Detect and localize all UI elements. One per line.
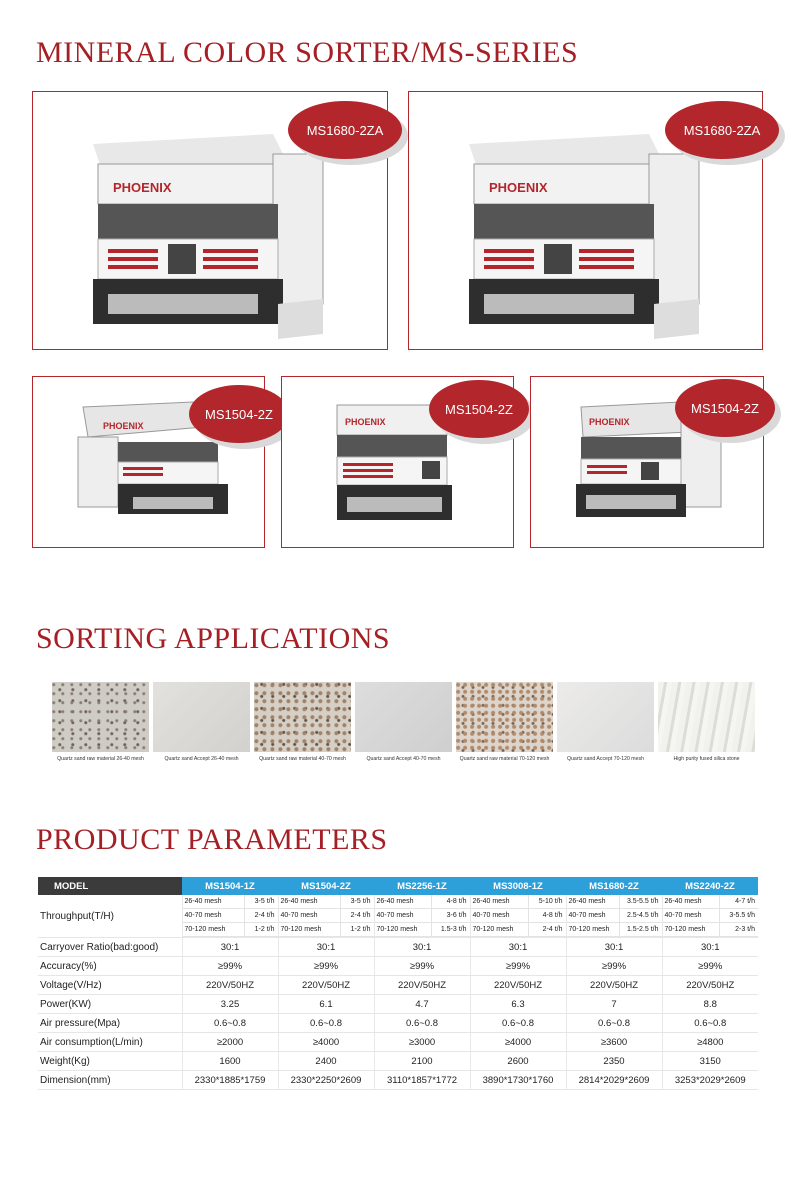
sample-caption: Quartz sand raw material 26-40 mesh bbox=[57, 756, 144, 762]
parameter-value: ≥99% bbox=[662, 957, 758, 976]
row-label: Weight(Kg) bbox=[38, 1052, 182, 1071]
parameter-value: 220V/50HZ bbox=[182, 976, 278, 995]
parameter-value: ≥99% bbox=[374, 957, 470, 976]
sample-caption: High purity fused silica stone bbox=[673, 756, 740, 762]
parameter-value: 0.6~0.8 bbox=[278, 1014, 374, 1033]
brand-logo: PHOENIX bbox=[113, 180, 172, 195]
application-sample bbox=[52, 682, 149, 762]
parameter-row bbox=[38, 1052, 758, 1071]
parameter-value: 4.7 bbox=[374, 995, 470, 1014]
model-column-header: MS1504-2Z bbox=[278, 877, 374, 895]
parameter-value: 6.3 bbox=[470, 995, 566, 1014]
mesh-label: 26-40 mesh bbox=[279, 895, 341, 909]
product-card[interactable] bbox=[408, 91, 763, 350]
application-sample bbox=[355, 682, 452, 762]
parameter-value: 2814*2029*2609 bbox=[566, 1071, 662, 1090]
throughput-rate: 4-8 t/h bbox=[431, 895, 469, 909]
throughput-rate: 2-4 t/h bbox=[244, 909, 277, 923]
throughput-row bbox=[38, 895, 758, 938]
brand-logo: PHOENIX bbox=[489, 180, 548, 195]
parameter-value: 3253*2029*2609 bbox=[662, 1071, 758, 1090]
product-card[interactable] bbox=[32, 376, 273, 548]
application-sample bbox=[557, 682, 654, 762]
throughput-cell bbox=[470, 895, 566, 938]
application-sample bbox=[153, 682, 250, 762]
row-label: Air consumption(L/min) bbox=[38, 1033, 182, 1052]
model-column-header: MS2240-2Z bbox=[662, 877, 758, 895]
parameter-value: ≥99% bbox=[182, 957, 278, 976]
parameter-value: 1600 bbox=[182, 1052, 278, 1071]
parameter-value: 2400 bbox=[278, 1052, 374, 1071]
row-label: Throughput(T/H) bbox=[38, 895, 182, 938]
row-label: Dimension(mm) bbox=[38, 1071, 182, 1090]
sample-swatch bbox=[52, 682, 149, 752]
parameter-value: 3110*1857*1772 bbox=[374, 1071, 470, 1090]
throughput-cell bbox=[278, 895, 374, 938]
row-label: Power(KW) bbox=[38, 995, 182, 1014]
throughput-rate: 2-4 t/h bbox=[529, 923, 566, 937]
throughput-rate: 1-2 t/h bbox=[244, 923, 277, 937]
throughput-rate: 3-5 t/h bbox=[340, 895, 373, 909]
model-badge: MS1680-2ZA bbox=[288, 101, 402, 159]
throughput-rate: 3-5.5 t/h bbox=[720, 909, 758, 923]
sample-swatch bbox=[355, 682, 452, 752]
mesh-label: 40-70 mesh bbox=[663, 909, 720, 923]
parameter-row bbox=[38, 1071, 758, 1090]
mesh-label: 70-120 mesh bbox=[183, 923, 245, 937]
parameter-row bbox=[38, 995, 758, 1014]
throughput-cell bbox=[182, 895, 278, 938]
model-column-header: MS1680-2Z bbox=[566, 877, 662, 895]
mesh-label: 26-40 mesh bbox=[183, 895, 245, 909]
machine-image bbox=[449, 124, 699, 344]
parameter-value: ≥99% bbox=[278, 957, 374, 976]
throughput-rate: 4-8 t/h bbox=[529, 909, 566, 923]
parameter-value: 30:1 bbox=[374, 938, 470, 957]
application-samples bbox=[52, 682, 755, 762]
sample-swatch bbox=[153, 682, 250, 752]
row-label: Accuracy(%) bbox=[38, 957, 182, 976]
parameter-value: 3.25 bbox=[182, 995, 278, 1014]
section-title-parameters: PRODUCT PARAMETERS bbox=[36, 823, 388, 856]
mesh-label: 40-70 mesh bbox=[183, 909, 245, 923]
mesh-label: 70-120 mesh bbox=[567, 923, 620, 937]
parameter-value: ≥4800 bbox=[662, 1033, 758, 1052]
machine-image bbox=[73, 124, 323, 344]
sample-swatch bbox=[658, 682, 755, 752]
model-badge: MS1504-2Z bbox=[189, 385, 289, 443]
application-sample bbox=[456, 682, 553, 762]
parameter-value: 3150 bbox=[662, 1052, 758, 1071]
parameter-value: ≥99% bbox=[470, 957, 566, 976]
parameter-value: 0.6~0.8 bbox=[662, 1014, 758, 1033]
parameter-value: 30:1 bbox=[566, 938, 662, 957]
throughput-rate: 2-4 t/h bbox=[340, 909, 373, 923]
parameter-value: ≥2000 bbox=[182, 1033, 278, 1052]
sample-caption: Quartz sand raw material 40-70 mesh bbox=[259, 756, 346, 762]
throughput-rate: 4-7 t/h bbox=[720, 895, 758, 909]
brand-logo: PHOENIX bbox=[589, 417, 630, 427]
parameter-value: 2100 bbox=[374, 1052, 470, 1071]
product-card[interactable] bbox=[281, 376, 514, 548]
parameter-value: 6.1 bbox=[278, 995, 374, 1014]
parameter-value: 2330*2250*2609 bbox=[278, 1071, 374, 1090]
section-title-ms-series: MINERAL COLOR SORTER/MS-SERIES bbox=[36, 36, 579, 69]
parameters-table bbox=[38, 877, 758, 1090]
mesh-label: 40-70 mesh bbox=[375, 909, 432, 923]
parameter-value: 0.6~0.8 bbox=[566, 1014, 662, 1033]
parameter-value: 220V/50HZ bbox=[278, 976, 374, 995]
parameter-value: ≥3000 bbox=[374, 1033, 470, 1052]
parameter-value: 0.6~0.8 bbox=[182, 1014, 278, 1033]
mesh-label: 26-40 mesh bbox=[375, 895, 432, 909]
throughput-cell bbox=[374, 895, 470, 938]
model-badge: MS1504-2Z bbox=[675, 379, 775, 437]
throughput-cell bbox=[662, 895, 758, 938]
parameter-value: 8.8 bbox=[662, 995, 758, 1014]
model-column-header: MS2256-1Z bbox=[374, 877, 470, 895]
parameter-value: ≥3600 bbox=[566, 1033, 662, 1052]
throughput-rate: 1-2 t/h bbox=[340, 923, 373, 937]
parameter-value: 220V/50HZ bbox=[566, 976, 662, 995]
model-header: MODEL bbox=[38, 877, 182, 895]
parameter-value: 220V/50HZ bbox=[662, 976, 758, 995]
throughput-rate: 3.5-5.5 t/h bbox=[619, 895, 661, 909]
mesh-label: 70-120 mesh bbox=[471, 923, 529, 937]
parameter-row bbox=[38, 976, 758, 995]
application-sample bbox=[254, 682, 351, 762]
model-column-header: MS1504-1Z bbox=[182, 877, 278, 895]
row-label: Air pressure(Mpa) bbox=[38, 1014, 182, 1033]
mesh-label: 70-120 mesh bbox=[663, 923, 720, 937]
parameter-value: ≥4000 bbox=[470, 1033, 566, 1052]
parameter-row bbox=[38, 1033, 758, 1052]
sample-swatch bbox=[456, 682, 553, 752]
mesh-label: 26-40 mesh bbox=[471, 895, 529, 909]
parameter-row bbox=[38, 1014, 758, 1033]
throughput-rate: 2-3 t/h bbox=[720, 923, 758, 937]
sample-caption: Quartz sand Accept 70-120 mesh bbox=[567, 756, 644, 762]
sample-caption: Quartz sand Accept 40-70 mesh bbox=[366, 756, 441, 762]
parameter-value: 3890*1730*1760 bbox=[470, 1071, 566, 1090]
model-badge: MS1680-2ZA bbox=[665, 101, 779, 159]
sample-swatch bbox=[254, 682, 351, 752]
throughput-rate: 5-10 t/h bbox=[529, 895, 566, 909]
parameter-row bbox=[38, 938, 758, 957]
application-sample bbox=[658, 682, 755, 762]
throughput-rate: 1.5-3 t/h bbox=[431, 923, 469, 937]
brand-logo: PHOENIX bbox=[103, 421, 144, 431]
throughput-rate: 3-5 t/h bbox=[244, 895, 277, 909]
row-label: Voltage(V/Hz) bbox=[38, 976, 182, 995]
mesh-label: 26-40 mesh bbox=[567, 895, 620, 909]
row-label: Carryover Ratio(bad:good) bbox=[38, 938, 182, 957]
throughput-rate: 1.5-2.5 t/h bbox=[619, 923, 661, 937]
parameter-value: 30:1 bbox=[278, 938, 374, 957]
parameter-value: 0.6~0.8 bbox=[374, 1014, 470, 1033]
sample-caption: Quartz sand raw material 70-120 mesh bbox=[459, 756, 550, 762]
parameter-value: 0.6~0.8 bbox=[470, 1014, 566, 1033]
model-badge: MS1504-2Z bbox=[429, 380, 529, 438]
sample-swatch bbox=[557, 682, 654, 752]
parameter-value: 30:1 bbox=[182, 938, 278, 957]
throughput-rate: 3-6 t/h bbox=[431, 909, 469, 923]
product-card[interactable] bbox=[530, 376, 764, 548]
throughput-cell bbox=[566, 895, 662, 938]
mesh-label: 40-70 mesh bbox=[567, 909, 620, 923]
parameter-value: 30:1 bbox=[470, 938, 566, 957]
mesh-label: 70-120 mesh bbox=[279, 923, 341, 937]
sample-caption: Quartz sand Accept 26-40 mesh bbox=[164, 756, 239, 762]
parameter-value: 220V/50HZ bbox=[470, 976, 566, 995]
mesh-label: 70-120 mesh bbox=[375, 923, 432, 937]
mesh-label: 40-70 mesh bbox=[471, 909, 529, 923]
parameter-value: ≥4000 bbox=[278, 1033, 374, 1052]
parameter-value: 2600 bbox=[470, 1052, 566, 1071]
section-title-applications: SORTING APPLICATIONS bbox=[36, 622, 391, 655]
parameter-value: 2350 bbox=[566, 1052, 662, 1071]
mesh-label: 40-70 mesh bbox=[279, 909, 341, 923]
parameter-value: 7 bbox=[566, 995, 662, 1014]
product-card[interactable] bbox=[32, 91, 388, 350]
parameter-value: 30:1 bbox=[662, 938, 758, 957]
parameter-value: 220V/50HZ bbox=[374, 976, 470, 995]
throughput-rate: 2.5-4.5 t/h bbox=[619, 909, 661, 923]
parameter-row bbox=[38, 957, 758, 976]
brand-logo: PHOENIX bbox=[345, 417, 386, 427]
parameter-value: 2330*1885*1759 bbox=[182, 1071, 278, 1090]
parameter-value: ≥99% bbox=[566, 957, 662, 976]
mesh-label: 26-40 mesh bbox=[663, 895, 720, 909]
model-column-header: MS3008-1Z bbox=[470, 877, 566, 895]
